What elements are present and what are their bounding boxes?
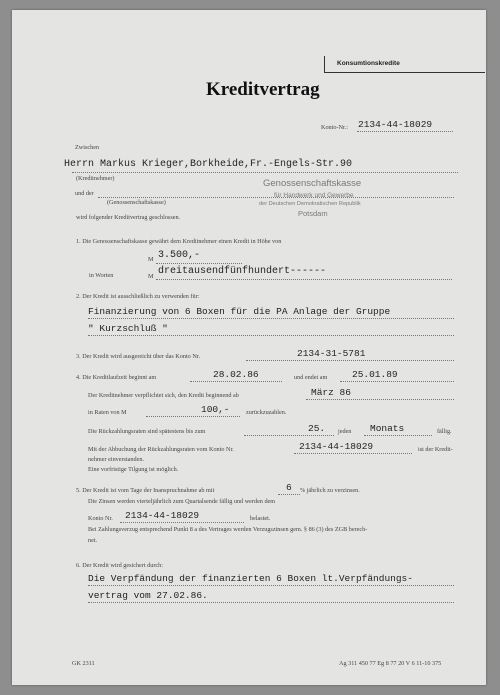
section-5-line-3b: belastet. <box>250 515 271 522</box>
security-line-2: vertrag vom 27.02.86. <box>88 590 208 601</box>
amount-words-line <box>156 279 452 280</box>
interest-rate-line <box>278 494 300 495</box>
interest-konto-line <box>120 522 244 523</box>
repayment-begin: März 86 <box>311 387 351 398</box>
installment-line <box>146 416 240 417</box>
currency-m-2: M <box>148 273 154 280</box>
interest-konto: 2134-44-18029 <box>125 510 200 521</box>
due-period: Monats <box>370 423 405 434</box>
konto-line <box>357 131 453 132</box>
section-4-line-4b: jeden <box>338 428 352 435</box>
konto-number: 2134-44-18029 <box>358 119 433 130</box>
in-worten-label: in Worten <box>89 272 114 279</box>
section-4-line-4a: Die Rückzahlungsraten sind spätestens bis zum <box>88 428 206 435</box>
konto-label: Konto-Nr.: <box>321 124 348 131</box>
section-4-line-7: Eine vorfristige Tilgung ist möglich. <box>88 466 179 473</box>
form-label: Konsumtionskredite <box>337 60 400 67</box>
section-1-text: 1. Die Genossenschaftskasse gewährt dem Kreditnehmer einen Kredit in Höhe von <box>76 238 282 245</box>
section-4-line-2: Der Kreditnehmer verpflichtet sich, den Kredit beginnend ab <box>88 392 239 399</box>
purpose-line-2: " Kurzschluß " <box>88 323 168 334</box>
section-4-line-1b: und endet am <box>294 374 328 381</box>
start-date: 28.02.86 <box>213 369 259 380</box>
borrower-name: Herrn Markus Krieger,Borkheide,Fr.-Engels-Str.90 <box>64 159 353 170</box>
bank-stamp-line-4: Potsdam <box>298 209 328 218</box>
section-6-text: 6. Der Kredit wird gesichert durch: <box>76 562 163 569</box>
credit-amount: 3.500,- <box>158 250 201 261</box>
und-der-label: und der <box>75 190 94 197</box>
section-2-text: 2. Der Kredit ist ausschließlich zu verwenden für: <box>76 293 200 300</box>
debit-konto: 2134-44-18029 <box>299 441 374 452</box>
payout-konto-line <box>246 360 454 361</box>
section-3-text: 3. Der Kredit wird ausgereicht über das Konto Nr. <box>76 353 201 360</box>
section-5-line-3a: Konto Nr. <box>88 515 113 522</box>
currency-m-1: M <box>148 256 154 263</box>
bank-stamp-line-1: Genossenschaftskasse <box>263 178 362 189</box>
amount-in-words: dreitausendfünfhundert------ <box>158 266 327 277</box>
due-day-line <box>244 435 334 436</box>
due-period-line <box>364 435 432 436</box>
borrower-line <box>72 172 458 173</box>
start-date-line <box>190 381 282 382</box>
section-5-line-5: net. <box>88 537 98 544</box>
bank-stamp-line-2: für Handwerk und Gewerbe <box>274 192 354 199</box>
section-4-line-3a: in Raten von M <box>88 409 127 416</box>
bank-stamp-line-3: der Deutschen Demokratischen Republik <box>259 201 361 207</box>
due-day: 25. <box>308 423 326 434</box>
amount-line <box>156 263 242 264</box>
repayment-begin-line <box>306 399 454 400</box>
section-4-line-1a: 4. Die Kreditlaufzeit beginnt am <box>76 374 157 381</box>
section-5-line-2: Die Zinsen werden vierteljährlich zum Quartalsende fällig und werden dem <box>88 498 276 505</box>
end-date-line <box>340 381 454 382</box>
section-4-line-4c: fällig. <box>437 428 452 435</box>
end-date: 25.01.89 <box>352 369 398 380</box>
borrower-caption: (Kreditnehmer) <box>76 175 115 182</box>
contract-page <box>12 10 486 685</box>
section-5-line-1a: 5. Der Kredit ist vom Tage der Inanspruchnahme ab mit <box>76 487 215 494</box>
intro-text: wird folgender Kreditvertrag geschlossen. <box>76 214 181 221</box>
section-4-line-5a: Mit der Abbuchung der Rückzahlungsraten vom Konto Nr. <box>88 446 234 453</box>
bank-caption: (Genossenschaftskasse) <box>107 199 166 206</box>
security-underline-2 <box>88 602 454 603</box>
debit-konto-line <box>294 453 412 454</box>
footer-print-code: Ag 311 450 77 Eg 8 77 20 V 6 11-10 375 <box>339 660 442 667</box>
purpose-line-1: Finanzierung von 6 Boxen für die PA Anlage der Gruppe <box>88 306 391 317</box>
security-underline-1 <box>88 585 454 586</box>
section-4-line-5b: ist der Kredit- <box>418 446 453 453</box>
interest-rate: 6 <box>286 482 292 493</box>
payout-konto: 2134-31-5781 <box>297 348 366 359</box>
installment-amount: 100,- <box>201 404 230 415</box>
section-5-line-1b: % jährlich zu verzinsen. <box>300 487 360 494</box>
purpose-underline-2 <box>88 335 454 336</box>
zwischen-label: Zwischen <box>75 144 100 151</box>
purpose-underline-1 <box>88 318 454 319</box>
footer-form-code: GK 2311 <box>72 660 95 667</box>
security-line-1: Die Verpfändung der finanzierten 6 Boxen lt.Verpfändungs- <box>88 573 413 584</box>
section-5-line-4: Bei Zahlungsverzug entsprechend Punkt 8 a des Vertrages werden Verzugszinsen gem. § 86 (3) des ZGB berech- <box>88 526 368 533</box>
section-4-line-3b: zurückzuzahlen. <box>246 409 287 416</box>
section-4-line-6: nehmer einverstanden. <box>88 456 145 463</box>
document-title: Kreditvertrag <box>206 79 320 100</box>
